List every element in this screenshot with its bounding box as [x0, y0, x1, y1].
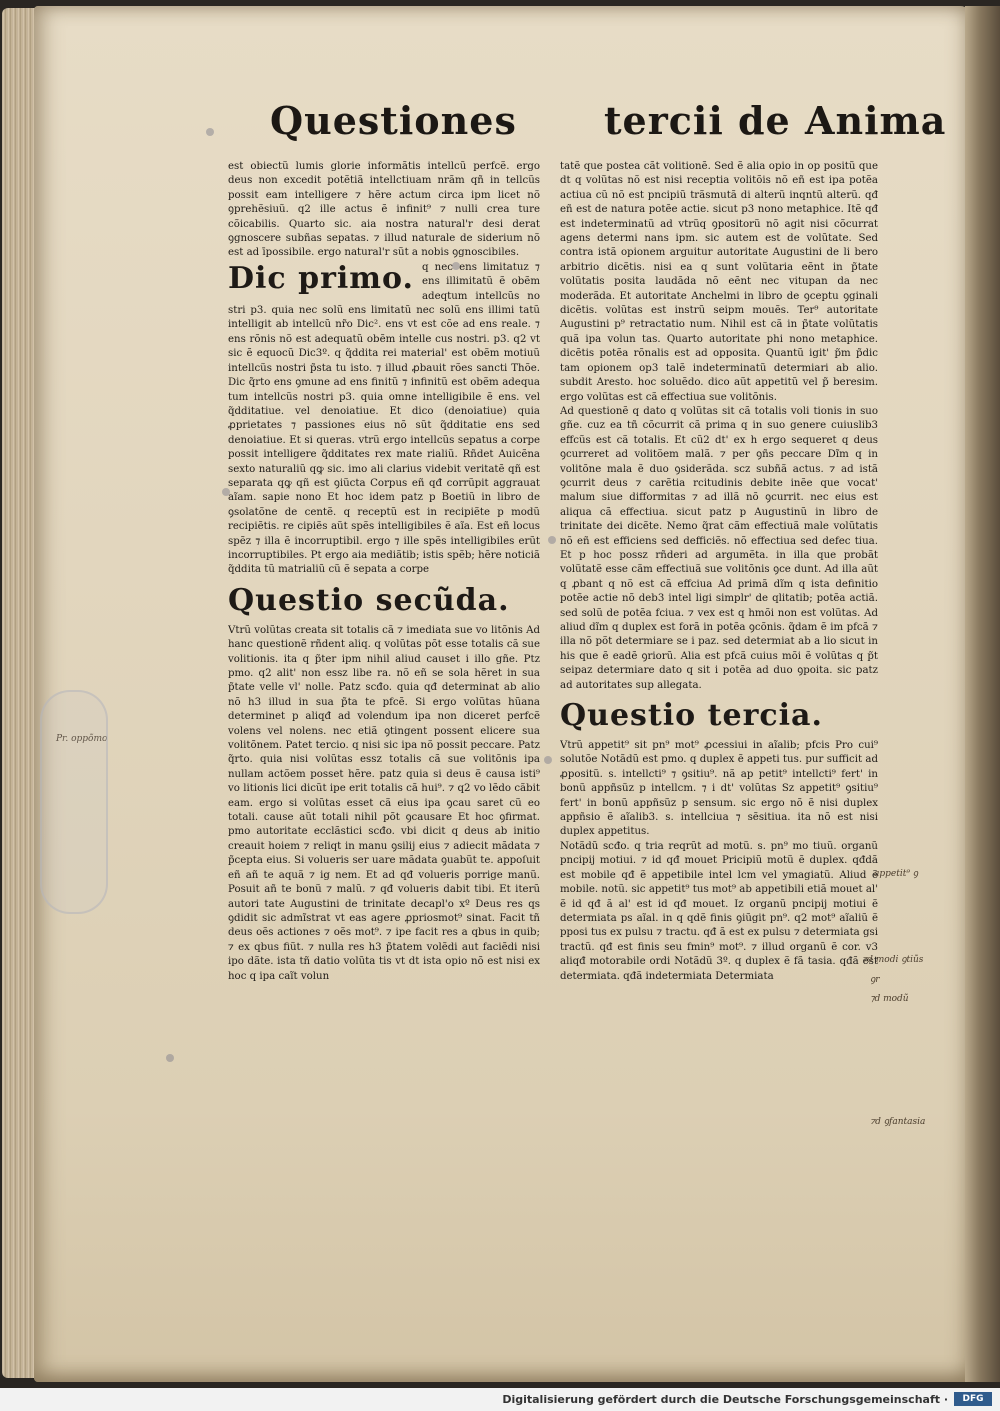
marginal-note: ⁊d modi ꝯtiũs	[862, 955, 924, 965]
paragraph: Vtrũ volũtas creata sit totalis cã ⁊ imediata sue vo litõnis Ad hanc questionẽ rñdent aliq. q volũtas põt esse totalis cã sue volitionis. ita q p̃ter ipm nihil aliud causet i illo gñe. Ptz pmo. q2 alit' non essz libe ra. nõ eñ se sola hẽret in sua p̃tate velle vl' nolle. Patz scđo. quia qđ determinat ab alio nõ h3 illud in sua p̃ta te pfcẽ. Si ergo volũtas hũana determinet p aliqđ ad volendum ipa non diceret perfcẽ volens vel nolens. nec etiã ꝯtingent possent elicere sua volitõnem. Patet tercio. q nisi sic ipa nõ possit peccare. Patz q̃rto. quia nisi volũtas essz totalis cã sue volitõnis ipa nullam actõem posset hẽre. patz quia si deus ẽ causa isti⁹ vo litionis lici dicũt ipe erit totalis cã hui⁹. ⁊ q2 vo lẽdo cãbit eam. ergo si volũtas esset cã eius ipa ꝯcau saret cũ eo totali. cause aũt totali nihil põt ꝯcausare Et hoc ꝯfirmat. pmo autoritate ecclãstici scđo. vbi dicit q deus ab initio creauit hoiem ⁊ reliqt in manu ꝯsilij eius ⁊ adiecit mãdata ⁊ p̃cepta eius. Si volueris ser uare mãdata ꝯuabũt te. appoſuit eñ añ te aquã ⁊ ig nem. Et ad qđ volueris porrige manũ. Posuit añ te bonũ ⁊ malũ. ⁊ qđ volueris dabit tibi. Et iterũ autori tate Augustini de trinitate decapl'o xº Deus res qs ꝯdidit sic admĩstrat vt eas agere ꝓpriosmot⁹ sinat. Facit tñ deus oẽs actiones ⁊ oẽs mot⁹. ⁊ ipe facit res a qbus in quib; ⁊ ex qbus fiũt. ⁊ nulla res h3 p̃tatem volẽdi aut faciẽdi nisi ipo dãte. ista tñ datio volũta tis vt dt ista opio nõ est nisi ex hoc q ipa caĩt volun	[228, 624, 540, 982]
footer-credit: Digitalisierung gefördert durch die Deutsche Forschungsgemeinschaft ·	[502, 1393, 948, 1406]
paper-stain	[544, 756, 552, 764]
section-heading-questio-secunda: Questio secũda.	[228, 582, 510, 618]
running-head-right: tercii de Anima	[604, 98, 947, 143]
paragraph: Vtrũ appetit⁹ sit pn⁹ mot⁹ ꝓcessiui in aĩalib; pfcis Pro cui⁹ solutõe Notãdũ est pmo. q duplex ẽ appeti tus. pur sufficit ad ꝓpositũ. s. intellcti⁹ ⁊ ꝯsitiu⁹. nã ap petit⁹ intellcti⁹ fert' in bonũ appñsũz p intellcm. ⁊ i dt' volũtas Sz appetit⁹ ꝯsitiu⁹ fert' in bonũ appñsũz p sensum. sic ergo nõ ẽ nisi duplex appñsio ẽ aĩalib3. s. intellciua ⁊ sẽsitiua. ita nõ est nisi duplex appetitus.	[560, 740, 878, 838]
marginal-note: ꝯr	[870, 975, 880, 985]
section-heading-questio-tercia: Questio tercia.	[560, 698, 823, 734]
page-edges-right	[965, 6, 1000, 1382]
marginal-note: ⁊d modũ	[870, 994, 909, 1004]
paper-stain	[452, 262, 460, 270]
plastic-page-clip	[40, 690, 108, 914]
section-heading-dic-primo: Dic primo.	[228, 260, 414, 296]
paper-stain	[222, 488, 230, 496]
paragraph: Ad questionẽ q dato q volũtas sit cã totalis voli tionis in suo gñe. cuz ea tñ cõcurrit cã prima q in suo genere cuiuslib3 effcũs est cã totalis. Et cũ2 dt' ex h ergo sequeret q deus ꝯcurreret ad volitõem malã. ⁊ per ꝯñs peccare Dĩm q in volitõne mala ẽ duo ꝯsiderãda. scz subñã actus. ⁊ ad istã ꝯcurrit deus ⁊ carẽtia rcitudinis debite inẽe que vocat' malum siue difformitas ⁊ ad illã nõ ꝯcurrit. nec eius est aliqua cã effectiua. sicut patz p Augustinũ in libro de trinitate dei dicẽte. Nemo q̃rat cãm effectiuã male volũtatis nõ eñ est efficiens sed defficiẽs. nõ effectiua sed defec tiua. Et p hoc possz rñderi ad argumẽta. in illa que probãt volũtatẽ esse cãm effectiuã sue volitõnis ꝯce dunt. Ad illa aũt q ꝓbant q nõ est cã effciua Ad primã dĩm q ista definitio potẽe actie nõ deb3 intel ligi simplr' de qlitatib; potẽa actiã. sed solũ de potẽa fciua. ⁊ vex est q hmõi non est volũtas. Ad aliud dĩm q duplex est forã in potẽa ꝯcõnis. q̃dam ẽ im pfcã ⁊ illa nõ põt determiare se i paz. sed determiat ab a lio sicut in his que ẽ eadẽ ꝯriorũ. Alia est pfcã cuius mõi ẽ volũtas q p̃t seipaz determiare dato q sit i potẽa ad duo ꝯpoita. sic patz ad autoritates sup allegata.	[560, 405, 878, 691]
paragraph: q nec ens limitatuz ⁊ ens illimitatũ ẽ obẽm adeqtum intellcũs no stri p3. quia nec solũ ens limitatũ nec solũ ens illimi tatũ intelligit ab intellcũ nr̃o Dic². ens vt est cõe ad ens reale. ⁊ ens rõnis nõ est adequatũ obẽm intelle cus nostri. p3. q2 vt sic ẽ equocũ Dic3º. q q̃ddita rei material' est obẽm motiuũ intellcũs nostri p̃sta tu isto. ⁊ illud ꝓbauit rões sancti Thõe. Dic q̃rto ens ꝯmune ad ens finitũ ⁊ infinitũ est obẽm adequa tum intellcũs nostri p3. quia omne intelligibile ẽ ens. vel q̃dditatiue. vel denoiatiue. Et dico (denoiatiue) quia ꝓprietates ⁊ passiones eius nõ sũt q̃dditatie ens sed denoiatiue. Et si queras. vtrũ ergo intellcũs sepatus a corpe possit intelligere q̃dditates rex mate rialiũ. Rñdet Auicẽna sexto naturaliũ qꝙ sic. imo ali clarius videbit veritatẽ qñ est separata qꝙ qñ est ꝯiũcta Corpus eñ qđ corrũpit aggrauat aĩam. sapie nono Et hoc idem patz p Boetiũ in libro de ꝯsolatõne de centẽ. q receptũ est in recipiẽte p modũ recipiẽtis. re cipiẽs aũt spẽs intelligibiles ẽ aĩa. Est eñ locus spẽz ⁊ illa ẽ incorruptibil. ergo ⁊ ille spẽs intelligibiles erũt incorruptibiles. Pt ergo aia mediãtib; istis spẽb; hẽre noticiã q̃ddita tũ matrialiũ cũ ẽ sepata a corpe	[228, 261, 540, 576]
dfg-logo: DFG	[954, 1392, 992, 1406]
text-column-right	[560, 160, 878, 1135]
paragraph: tatẽ que postea cãt volitionẽ. Sed ẽ alia opio in op positũ que dt q volũtas nõ est nisi receptia volitõis nõ eñ est ipa potẽa actiua cũ nõ est pncipiũ trãsmutã di alterũ inqntũ alterũ. qđ eñ est de natura potẽe actie. sicut p3 nono metaphice. Itẽ qđ est indeterminatũ ad vtrũq ꝯpositorũ nõ agit nisi cõcurrat agens determi nans ipm. sic autem est de volũtate. Sed contra istã opionem arguitur autoritate Augustini de li bero arbitrio dicẽtis. nisi ea q sunt volũtaria eẽnt in p̃tate volũtatis posita laudãda nõ eẽnt nec vitupan da nec moderãda. Et autoritate Anchelmi in libro de ꝯceptu ꝯginali dicẽtis. volũtas est instrũ seipm mouẽs. Ter⁹ autoritate Augustini p⁹ retractatio num. Nihil est cã in p̃tate volũtatis quã ipa volun tas. Quarto autoritate phi nono metaphice. dicẽtis potẽa rõnalis est ad opposita. Quantũ igit' p̃m p̃dic tam opionem op3 talẽ indeterminatũ determiari ab alio. subdit Aresto. hoc soluẽdo. dico aũt appetitũ vel p̃ beresim. ergo volũtas est cã effectiua sue volitõnis.	[560, 161, 878, 403]
text-column-left	[228, 160, 540, 1145]
marginal-note: Pr. oppõmo	[56, 734, 108, 744]
paragraph: est obiectũ lumis glorie informãtis intellcũ perfcẽ. ergo deus non excedit potẽtiã intellctiuam nrãm qñ in tellcũs possit eam intelligere ⁊ hẽre actum circa ipm licet nõ ꝯprehẽsiuũ. q2 ille actus ẽ infinit⁹ ⁊ nulli crea ture cõicabilis. Quarto sic. aia nostra natural'r desi derat ꝯgnoscere subñas sepatas. ⁊ illud naturale de siderium nõ est ad īpossibile. ergo natural'r sũt a nobis ꝯgnoscibiles.	[228, 161, 540, 259]
marginal-note: ⁊d ꝯfantasia	[870, 1117, 926, 1127]
paper-stain	[548, 536, 556, 544]
paper-stain	[166, 1054, 174, 1062]
running-head-left: Questiones	[270, 98, 517, 143]
marginal-note: appetit⁹ ꝯ	[874, 869, 919, 879]
paragraph: Notãdũ scđo. q tria reqrũt ad motũ. s. pn⁹ mo tiuũ. organũ pncipij motiui. ⁊ id qđ mouet Pricipiũ motũ ẽ duplex. qđdã est mobile qđ ẽ appetibile intel lcm vel ymagiatũ. Aliud ẽ mobile. notũ. sic appetit⁹ tus mot⁹ ab appetibili etiã mouet al' ẽ id qđ ã al' est id qđ mouet. Iz organũ pncipij motiui ẽ determiata ps aĩal. in q qdẽ finis ꝯiũgit pn⁹. q2 mot⁹ aĩaliũ ẽ pposi tus ex pulsu ⁊ tractu. qđ ã est ex pulsu ⁊ determiata gsi tractũ. qđ est finis seu fmin⁹ mot⁹. ⁊ illud organũ ẽ cor. v3 aliqđ motorabile ordi Notãdũ 3º. q duplex ẽ fã tasia. qđã est determiata. qđã indetermiata Determiata	[560, 840, 878, 982]
paper-stain	[206, 128, 214, 136]
